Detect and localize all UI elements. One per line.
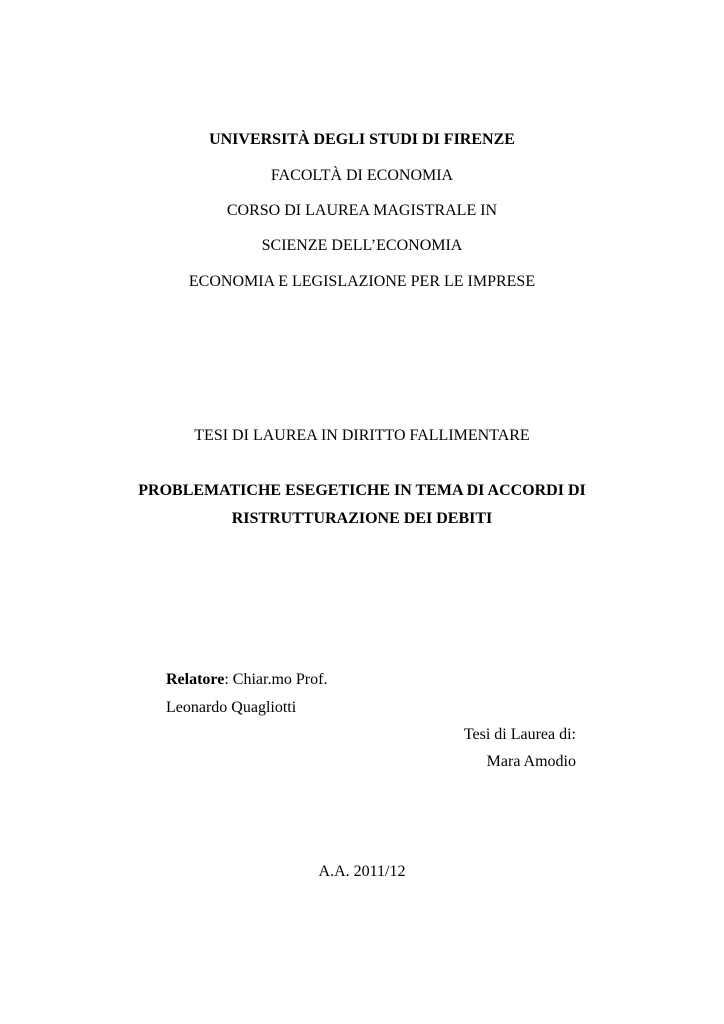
supervisor-label: Relatore <box>166 671 225 688</box>
thesis-type: TESI DI LAUREA IN DIRITTO FALLIMENTARE <box>194 427 530 444</box>
candidate-name: Mara Amodio <box>486 753 576 770</box>
thesis-title-line-2: RISTRUTTURAZIONE DEI DEBITI <box>231 510 493 527</box>
course-line-2: SCIENZE DELL’ECONOMIA <box>261 237 463 254</box>
course-line-1: CORSO DI LAUREA MAGISTRALE IN <box>226 202 498 219</box>
supervisor-line <box>166 670 327 690</box>
supervisor-title: : Chiar.mo Prof. <box>224 671 328 688</box>
curriculum-name: ECONOMIA E LEGISLAZIONE PER LE IMPRESE <box>188 273 536 290</box>
supervisor-name: Leonardo Quagliotti <box>166 699 297 716</box>
academic-year: A.A. 2011/12 <box>318 863 406 880</box>
university-name: UNIVERSITÀ DEGLI STUDI DI FIRENZE <box>209 131 515 148</box>
thesis-title-line-1: PROBLEMATICHE ESEGETICHE IN TEMA DI ACCORDI DI <box>138 482 586 499</box>
candidate-label: Tesi di Laurea di: <box>463 726 576 743</box>
faculty-name: FACOLTÀ DI ECONOMIA <box>270 167 454 184</box>
